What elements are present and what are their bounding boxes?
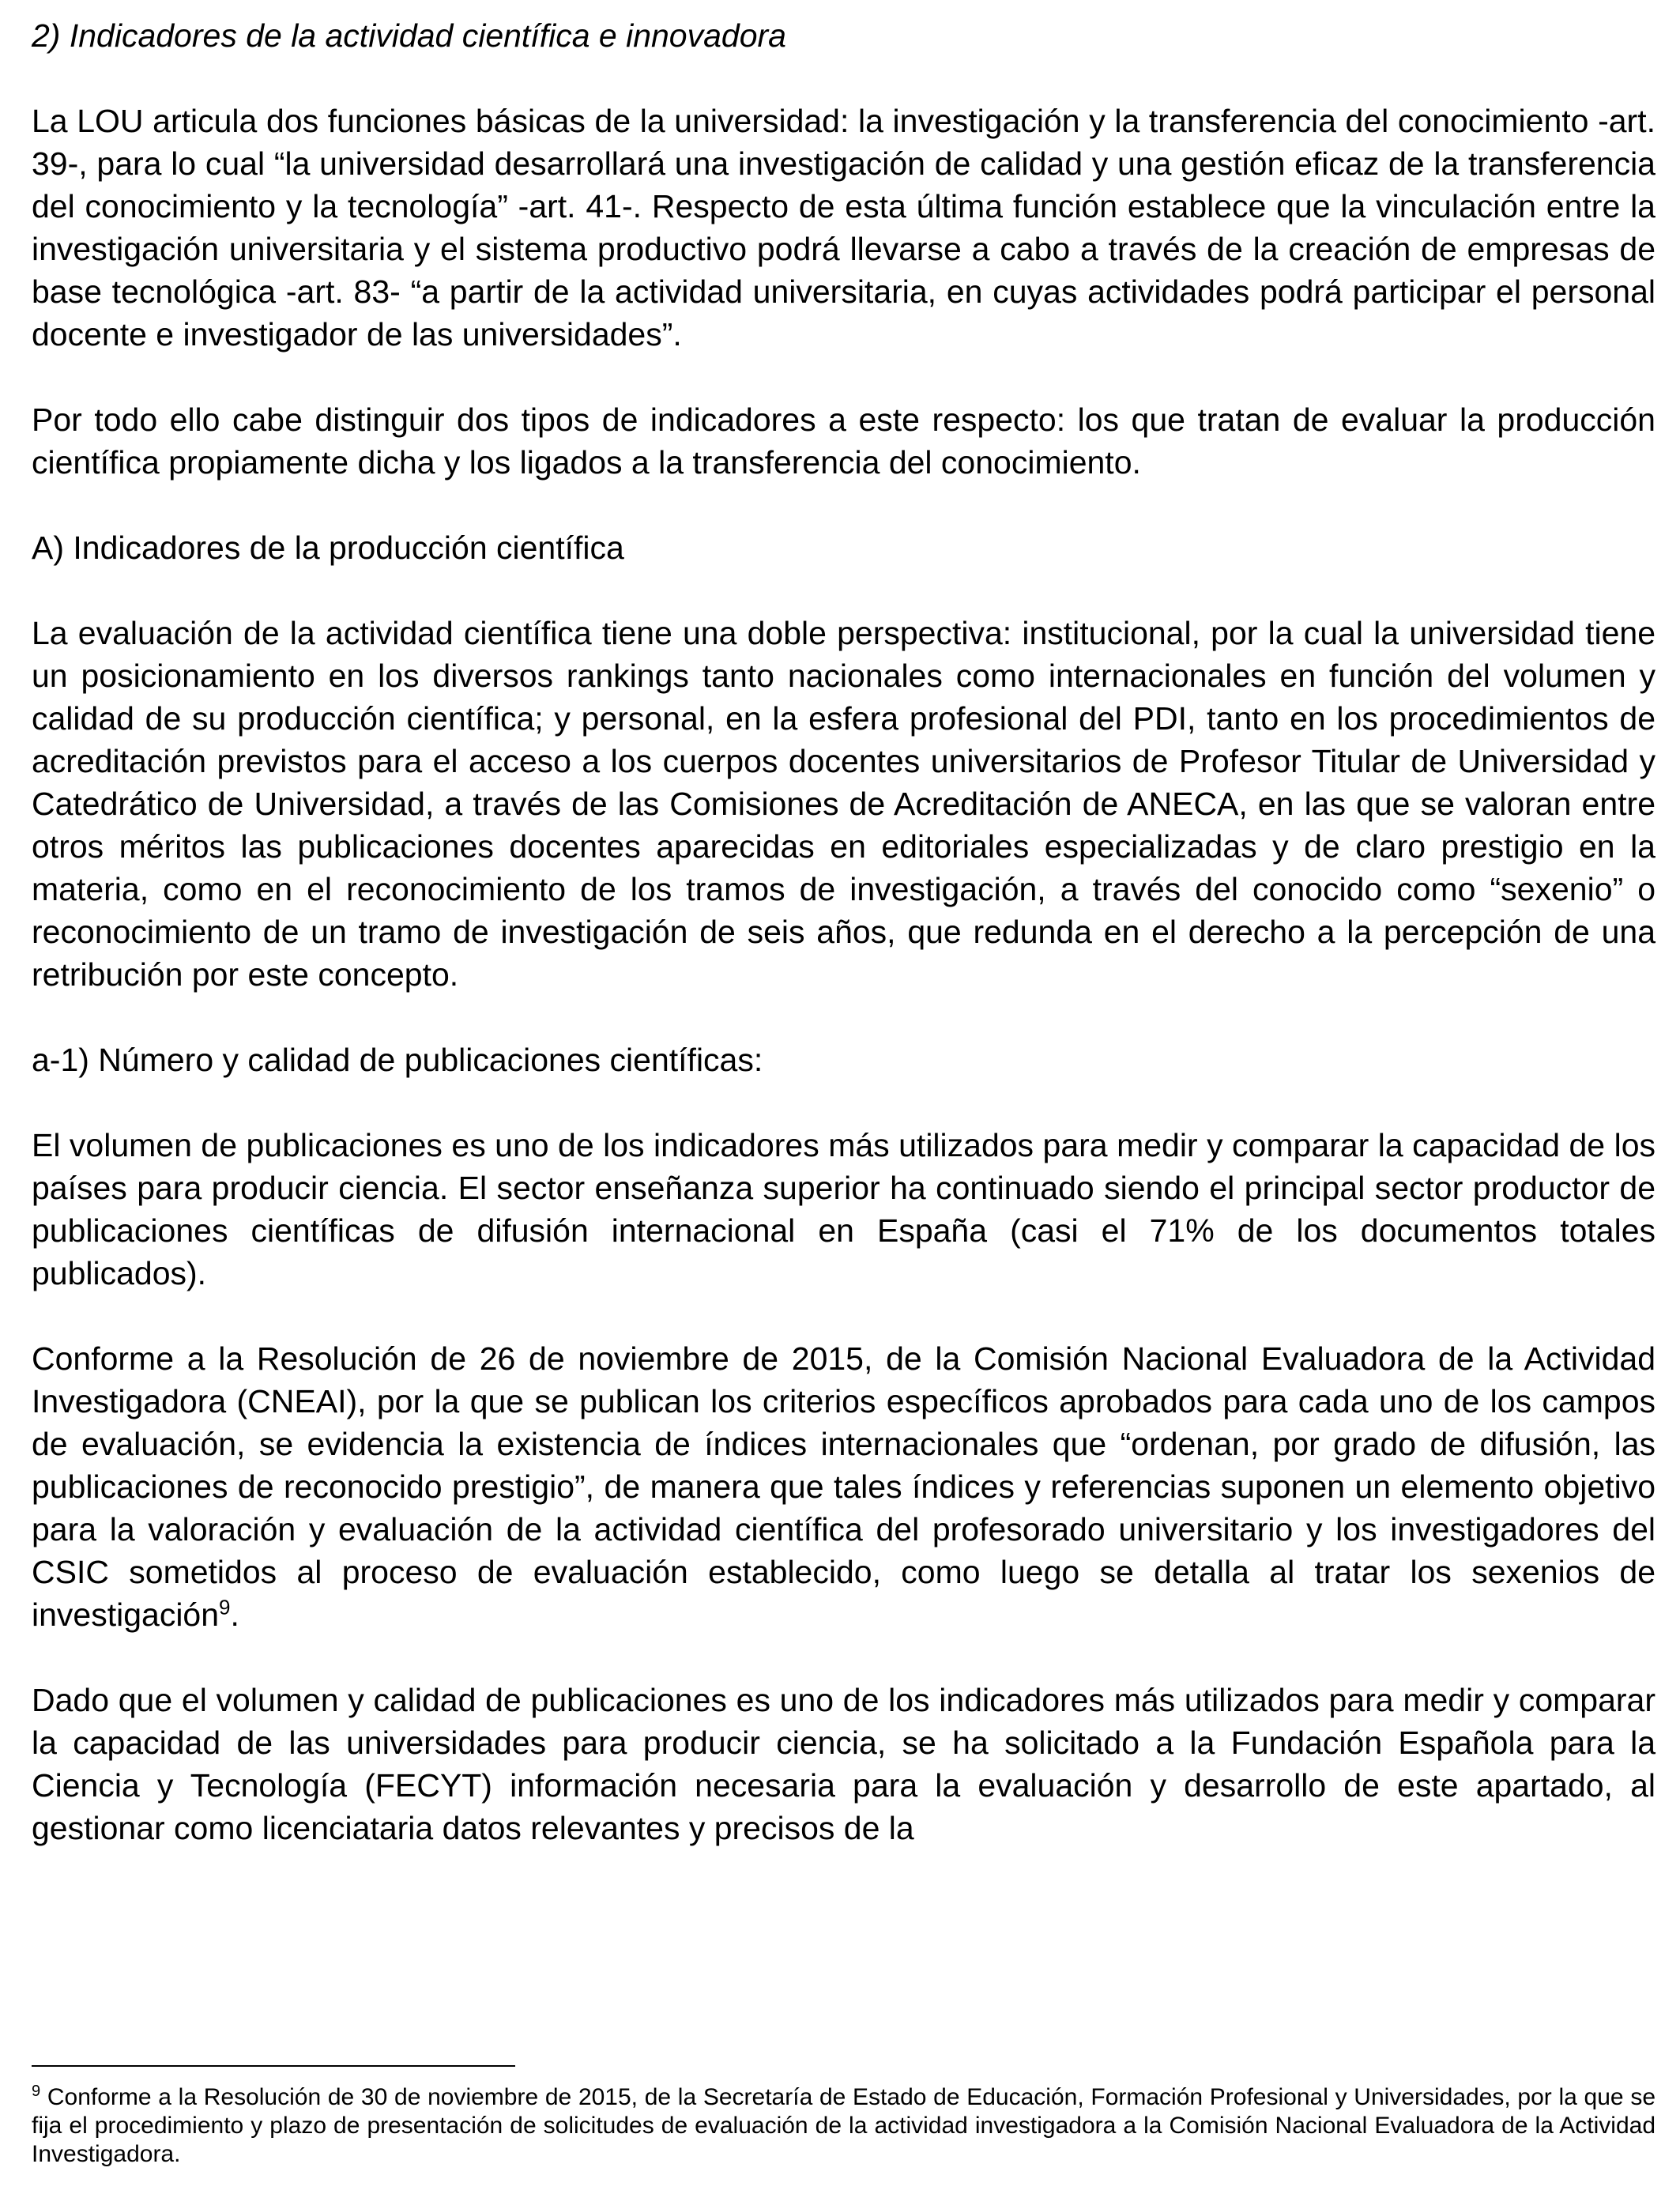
- footnote-marker: 9: [32, 2083, 41, 2100]
- subheading-publications: a-1) Número y calidad de publicaciones científicas:: [32, 1042, 763, 1078]
- paragraph-cneai-end: .: [230, 1596, 239, 1633]
- section-title: 2) Indicadores de la actividad científica e innovadora: [32, 17, 786, 54]
- footnote-divider: [32, 2065, 515, 2067]
- paragraph-publication-volume: El volumen de publicaciones es uno de los indicadores más utilizados para medir y comparar la capacidad de los países para producir ciencia. El sector enseñanza superior ha continuado siendo el principal sector productor de publicaciones científicas de difusión internacional en España (casi el 71% de los documentos totales publicados).: [32, 1127, 1656, 1291]
- footnote-reference[interactable]: 9: [219, 1595, 231, 1619]
- paragraph-indicator-types: Por todo ello cabe distinguir dos tipos de indicadores a este respecto: los que tratan de evaluar la producción científica propiamente dicha y los ligados a la transferencia del conocimiento.: [32, 401, 1656, 481]
- paragraph-evaluation-perspective: La evaluación de la actividad científica tiene una doble perspectiva: institucional, por la cual la universidad tiene un posicionamiento en los diversos rankings tanto nacionales como internacionales en función del volumen y calidad de su producción científica; y personal, en la esfera profesional del PDI, tanto en los procedimientos de acreditación previstos para el acceso a los cuerpos docentes universitarios de Profesor Titular de Universidad y Catedrático de Universidad, a través de las Comisiones de Acreditación de ANECA, en las que se valoran entre otros méritos las publicaciones docentes aparecidas en editoriales especializadas y de claro prestigio en la materia, como en el reconocimiento de los tramos de investigación, a través del conocido como “sexenio” o reconocimiento de un tramo de investigación de seis años, que redunda en el derecho a la percepción de una retribución por este concepto.: [32, 615, 1656, 993]
- footnote: [32, 2083, 1656, 2169]
- subheading-scientific-production: A) Indicadores de la producción científica: [32, 530, 624, 566]
- paragraph-cneai-text: Conforme a la Resolución de 26 de noviembre de 2015, de la Comisión Nacional Evaluadora de la Actividad Investigadora (CNEAI), por la que se publican los criterios específicos aprobados para cada uno de los campos de evaluación, se evidencia la existencia de índices internacionales que “ordenan, por grado de difusión, las publicaciones de reconocido prestigio”, de manera que tales índices y referencias suponen un elemento objetivo para la valoración y evaluación de la actividad científica del profesorado universitario y los investigadores del CSIC sometidos al proceso de evaluación establecido, como luego se detalla al tratar los sexenios de investigación: [32, 1340, 1656, 1633]
- paragraph-cneai-resolution: [32, 1337, 1656, 1636]
- paragraph-fecyt: Dado que el volumen y calidad de publicaciones es uno de los indicadores más utilizados para medir y comparar la capacidad de las universidades para producir ciencia, se ha solicitado a la Fundación Española para la Ciencia y Tecnología (FECYT) información necesaria para la evaluación y desarrollo de este apartado, al gestionar como licenciataria datos relevantes y precisos de la: [32, 1682, 1656, 1846]
- document-body: [32, 14, 1656, 1849]
- paragraph-lou-functions: La LOU articula dos funciones básicas de la universidad: la investigación y la transferencia del conocimiento -art. 39-, para lo cual “la universidad desarrollará una investigación de calidad y una gestión eficaz de la transferencia del conocimiento y la tecnología” -art. 41-. Respecto de esta última función establece que la vinculación entre la investigación universitaria y el sistema productivo podrá llevarse a cabo a través de la creación de empresas de base tecnológica -art. 83- “a partir de la actividad universitaria, en cuyas actividades podrá participar el personal docente e investigador de las universidades”.: [32, 103, 1656, 352]
- footnote-text: Conforme a la Resolución de 30 de noviembre de 2015, de la Secretaría de Estado de Educación, Formación Profesional y Universidades, por la que se fija el procedimiento y plazo de presentación de solicitudes de evaluación de la actividad investigadora a la Comisión Nacional Evaluadora de la Actividad Investigadora.: [32, 2084, 1656, 2167]
